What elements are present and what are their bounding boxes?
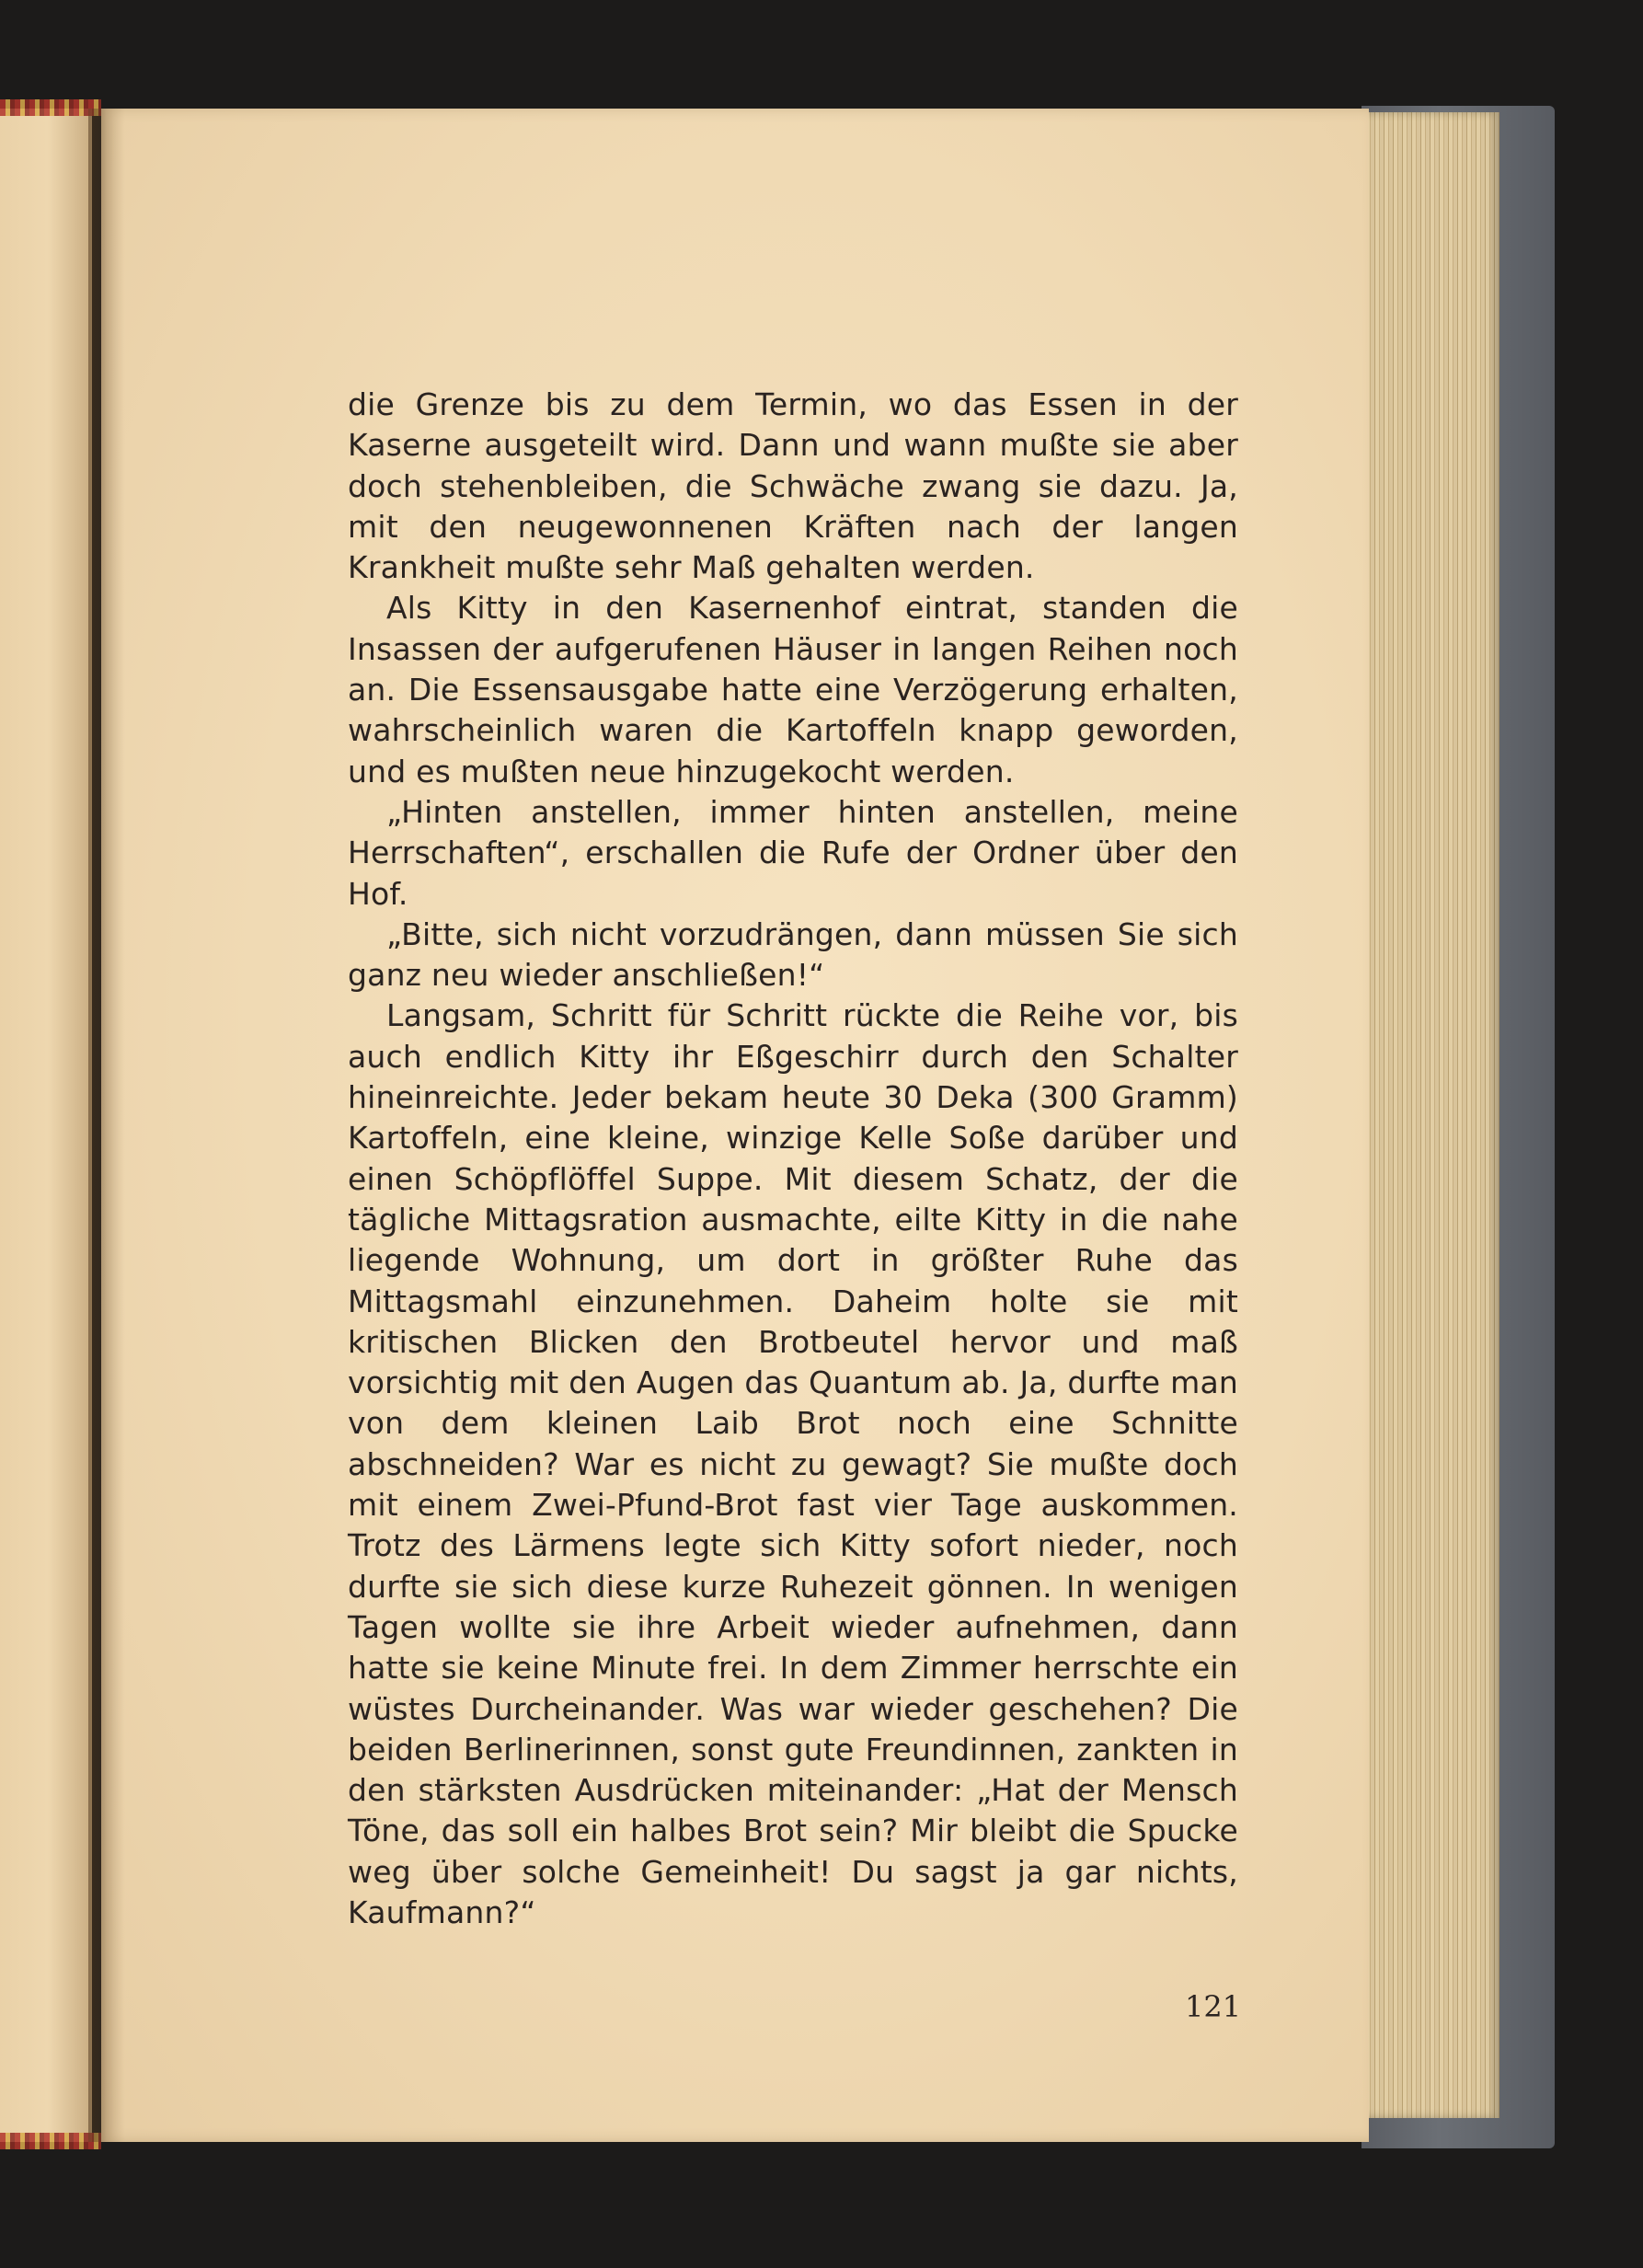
paragraph-2: Als Kitty in den Kasernenhof eintrat, standen die Insassen der aufgerufenen Häuser in langen Reihen noch an. Die Essensausgabe hatte eine Verzögerung erhalten, wahrscheinlich waren die Kartoffeln knapp geworden, und es mußten neue hinzugekocht werden. [348,590,1238,789]
page-edges [1362,112,1499,2118]
page-text [348,385,1238,1933]
paragraph-3: „Hinten anstellen, immer hinten anstellen, meine Herrschaften“, erschallen die Rufe der Ordner über den Hof. [348,793,1238,912]
paragraph-1: die Grenze bis zu dem Termin, wo das Essen in der Kaserne ausgeteilt wird. Dann und wann mußte sie aber doch stehenbleiben, die Schwäche zwang sie dazu. Ja, mit den neugewonnenen Kräften nach der langen Krankheit mußte sehr Maß gehalten werden. [348,386,1238,586]
binding-edge-top [0,99,101,116]
paragraph-4: „Bitte, sich nicht vorzudrängen, dann müssen Sie sich ganz neu wieder anschließen!“ [348,915,1238,994]
left-facing-page [0,109,92,2142]
binding-edge-bottom [0,2133,101,2149]
book-page [101,109,1369,2142]
paragraph-5: Langsam, Schritt für Schritt rückte die Reihe vor, bis auch endlich Kitty ihr Eßgeschirr durch den Schalter hineinreichte. Jeder bekam heute 30 Deka (300 Gramm) Kartoffeln, eine kleine, winzige Kelle Soße darüber und einen Schöpflöffel Suppe. Mit diesem Schatz, der die tägliche Mittagsration ausmachte, eilte Kitty in die nahe liegende Wohnung, um dort in größter Ruhe das Mittagsmahl einzunehmen. Daheim holte sie mit kritischen Blicken den Brotbeutel hervor und maß vorsichtig mit den Augen das Quantum ab. Ja, durfte man von dem kleinen Laib Brot noch eine Schnitte abschneiden? War es nicht zu gewagt? Sie mußte doch mit einem Zwei-Pfund-Brot fast vier Tage auskommen. Trotz des Lärmens legte sich Kitty sofort nieder, noch durfte sie sich diese kurze Ruhezeit gönnen. In wenigen Tagen wollte sie ihre Arbeit wieder aufnehmen, dann hatte sie keine Minute frei. In dem Zimmer herrschte ein wüstes Durcheinander. Was war wieder geschehen? Die beiden Berlinerinnen, sonst gute Freundinnen, zankten in den stärksten Ausdrücken miteinander: „Hat der Mensch Töne, das soll ein halbes Brot sein? Mir bleibt die Spucke weg über solche Gemeinheit! Du sagst ja gar nichts, Kaufmann?“ [348,997,1238,1930]
gutter-shadow [88,109,125,2142]
page-number: 121 [1185,1989,1242,2024]
